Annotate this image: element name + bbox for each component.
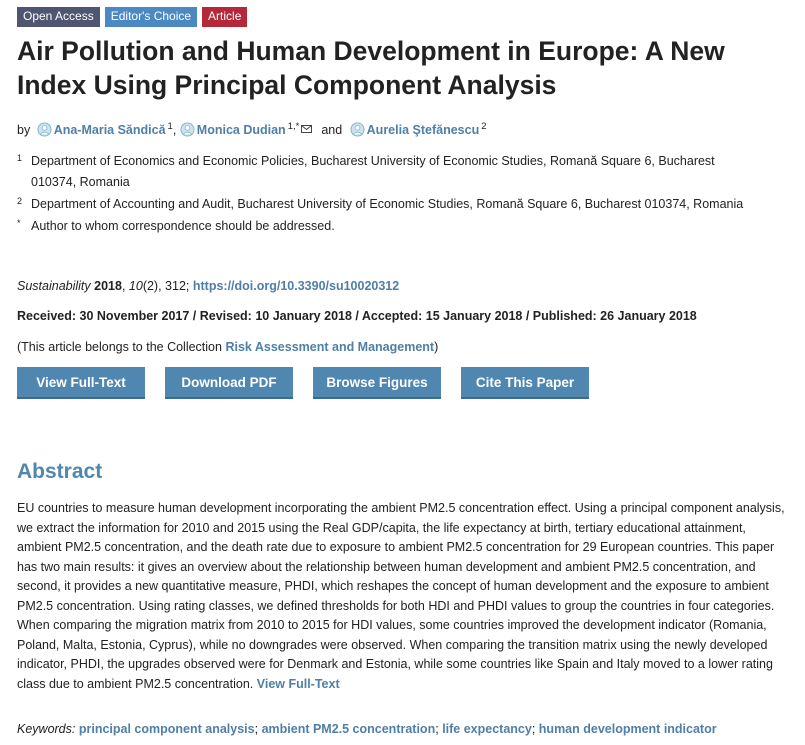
affiliation-number: 1 (17, 153, 23, 163)
author-ana-maria-sandica[interactable] (37, 123, 166, 137)
article-title: Air Pollution and Human Development in Europe: A New Index Using Principal Component Analysis (17, 36, 725, 100)
abstract-body (17, 499, 787, 694)
abstract-heading: Abstract (17, 460, 103, 483)
keyword-separator: ; (435, 722, 439, 736)
author-name[interactable]: Monica Dudian (196, 123, 286, 137)
keyword-link[interactable]: human development indicator (538, 722, 717, 736)
abstract-text: EU countries to measure human development incorporating the ambient PM2.5 concentration effect. Using a principal component analysis, we extract the information for 2010 and 2015 using the Real GDP/capita, the life expectancy at birth, tertiary educational attainment, ambient PM2.5 concentration, and the death rate due to exposure to ambient PM2.5 concentration for 29 European countries. This paper has two main results: it gives an overview about the relationship between human development and ambient PM2.5 concentration, and second, it provides a new quantitative measure, PHDI, which reshapes the concept of human development and the exposure to ambient PM2.5 concentration. Using rating classes, we defined thresholds for both HDI and PHDI values to group the countries in four categories. When comparing the migration matrix from 2010 to 2015 for HDI values, some countries improved the development indicator (Romania, Poland, Malta, Estonia, Cyprus), while no downgrades were observed. When comparing the transition matrix using the newly developed indicator, PHDI, the upgrades observed were for Denmark and Estonia, while some countries like Spain and Italy moved to a lower rating class due to ambient PM2.5 concentration. (17, 501, 785, 691)
affiliation-item (17, 216, 757, 237)
affiliation-text: Author to whom correspondence should be addressed. (31, 219, 335, 233)
badge-row (17, 7, 247, 27)
author-profile-icon (180, 122, 195, 137)
journal-name: Sustainability (17, 279, 91, 293)
publication-dates: Received: 30 November 2017 / Revised: 10 January 2018 / Accepted: 15 January 2018 / Published: 26 January 2018 (17, 309, 697, 323)
abstract-view-full-text-link[interactable]: View Full-Text (256, 676, 340, 691)
keywords-label: Keywords: (17, 722, 76, 736)
and-label: and (321, 123, 343, 137)
collection-prefix: (This article belongs to the Collection (17, 340, 222, 354)
affiliation-item (17, 151, 757, 193)
affiliation-list (17, 151, 757, 238)
author-name[interactable]: Ana-Maria Săndică (53, 123, 166, 137)
email-icon[interactable] (301, 125, 312, 133)
open-access-badge[interactable]: Open Access (17, 7, 100, 27)
keyword-separator: ; (531, 722, 536, 736)
article-type-badge: Article (202, 7, 247, 27)
keyword-link[interactable]: ambient PM2.5 concentration (261, 722, 436, 736)
keywords-line (17, 720, 717, 738)
citation-volume: 10 (128, 279, 143, 293)
citation-year: 2018 (94, 279, 122, 293)
editors-choice-badge[interactable]: Editor's Choice (105, 7, 197, 27)
author-aurelia-stefanescu[interactable] (346, 123, 479, 137)
collection-note (17, 338, 438, 356)
citation-line: Sustainability 2018, 10(2), 312; https://doi.org/10.3390/su10020312 (17, 279, 400, 293)
collection-suffix: ) (434, 340, 439, 354)
doi-link[interactable]: https://doi.org/10.3390/su10020312 (192, 279, 400, 293)
browse-figures-button[interactable]: Browse Figures (313, 367, 441, 399)
citation-issue-pages: (2), 312; (142, 279, 190, 293)
affiliation-ref: 1 (167, 121, 173, 132)
affiliation-number: * (17, 218, 21, 228)
keyword-link[interactable]: principal component analysis (78, 722, 255, 736)
affiliation-text: Department of Economics and Economic Policies, Bucharest University of Economic Studies, Romană Square 6, Bucharest 010374, Romania (31, 154, 715, 189)
cite-this-paper-button[interactable]: Cite This Paper (461, 367, 589, 399)
view-full-text-button[interactable]: View Full-Text (17, 367, 145, 399)
author-list: by Ana-Maria Săndică $^1$, Monica Dudian $^{1,*}$ and Aurelia Ştefănescu $^2$ (17, 121, 487, 137)
affiliation-ref: 2 (481, 121, 487, 132)
by-label: by (17, 123, 31, 137)
download-pdf-button[interactable]: Download PDF (165, 367, 293, 399)
affiliation-number: 2 (17, 196, 23, 206)
author-monica-dudian[interactable] (180, 123, 286, 137)
action-buttons (17, 367, 589, 399)
affiliation-text: Department of Accounting and Audit, Bucharest University of Economic Studies, Romană Square 6, Bucharest 010374, Romania (31, 197, 744, 211)
author-profile-icon (350, 122, 365, 137)
keyword-link[interactable]: life expectancy (442, 722, 532, 736)
affiliation-ref: 1,* (287, 121, 300, 132)
author-profile-icon (37, 122, 52, 137)
collection-link[interactable]: Risk Assessment and Management (225, 340, 435, 354)
author-name[interactable]: Aurelia Ştefănescu (366, 123, 480, 137)
affiliation-item (17, 194, 757, 215)
keyword-separator: ; (254, 722, 259, 736)
